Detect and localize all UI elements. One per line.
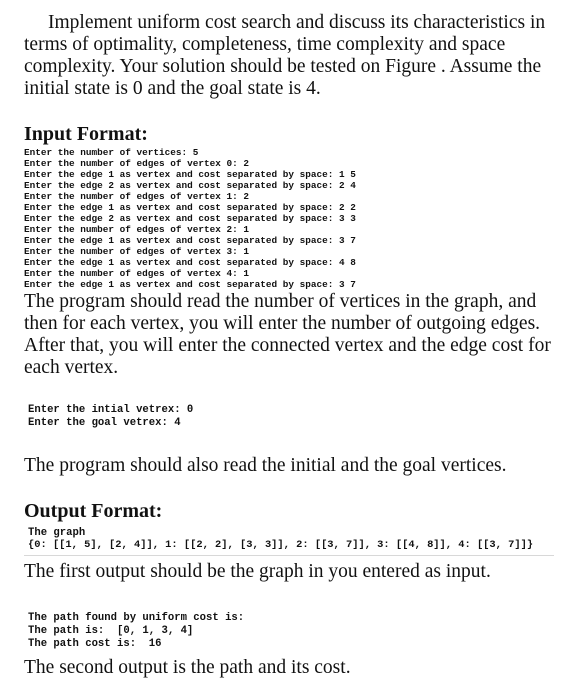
- console-line: Enter the number of edges of vertex 3: 1: [24, 246, 250, 257]
- console-line: Enter the edge 1 as vertex and cost separated by space: 3 7: [24, 279, 356, 290]
- input-format-heading: Input Format:: [24, 123, 148, 145]
- console-line: Enter the edge 1 as vertex and cost separated by space: 3 7: [24, 235, 356, 246]
- intro-line-3: complexity. Your solution should be tested on Figure . Assume the: [24, 56, 542, 77]
- intro-line-4: initial state is 0 and the goal state is 4.: [24, 78, 321, 99]
- console-line: Enter the number of edges of vertex 0: 2: [24, 158, 250, 169]
- console-line: Enter the number of edges of vertex 4: 1: [24, 268, 250, 279]
- console-line: The path cost is: 16: [28, 638, 162, 650]
- input-description-line-3: After that, you will enter the connected vertex and the edge cost for: [24, 335, 551, 356]
- input-description-line-2: then for each vertex, you will enter the number of outgoing edges.: [24, 313, 541, 334]
- intro-line-2: terms of optimality, completeness, time complexity and space: [24, 34, 506, 55]
- console-line: Enter the edge 2 as vertex and cost separated by space: 2 4: [24, 180, 356, 191]
- console-line: Enter the number of edges of vertex 2: 1: [24, 224, 250, 235]
- output-format-heading: Output Format:: [24, 500, 163, 522]
- console-line: Enter the goal vetrex: 4: [28, 417, 181, 429]
- console-line: The graph: [28, 527, 86, 539]
- vertex-description: The program should also read the initial and the goal vertices.: [24, 455, 507, 476]
- console-line: Enter the edge 2 as vertex and cost separated by space: 3 3: [24, 213, 356, 224]
- console-line: The path found by uniform cost is:: [28, 612, 245, 624]
- console-line: Enter the edge 1 as vertex and cost separated by space: 1 5: [24, 169, 356, 180]
- console-line: Enter the number of edges of vertex 1: 2: [24, 191, 250, 202]
- console-line: The path is: [0, 1, 3, 4]: [28, 625, 194, 637]
- console-line: Enter the intial vetrex: 0: [28, 404, 194, 416]
- console-line: Enter the edge 1 as vertex and cost separated by space: 4 8: [24, 257, 356, 268]
- input-description-line-1: The program should read the number of vertices in the graph, and: [24, 291, 537, 312]
- intro-line-1: Implement uniform cost search and discuss its characteristics in: [48, 12, 546, 33]
- console-line: Enter the edge 1 as vertex and cost separated by space: 2 2: [24, 202, 356, 213]
- input-description-line-4: each vertex.: [24, 357, 119, 378]
- path-description: The second output is the path and its cost.: [24, 657, 351, 678]
- console-line: Enter the number of vertices: 5: [24, 147, 199, 158]
- divider: [24, 555, 554, 556]
- console-line: {0: [[1, 5], [2, 4]], 1: [[2, 2], [3, 3]], 2: [[3, 7]], 3: [[4, 8]], 4: [[3, 7]]}: [28, 539, 534, 551]
- graph-description: The first output should be the graph in you entered as input.: [24, 561, 491, 582]
